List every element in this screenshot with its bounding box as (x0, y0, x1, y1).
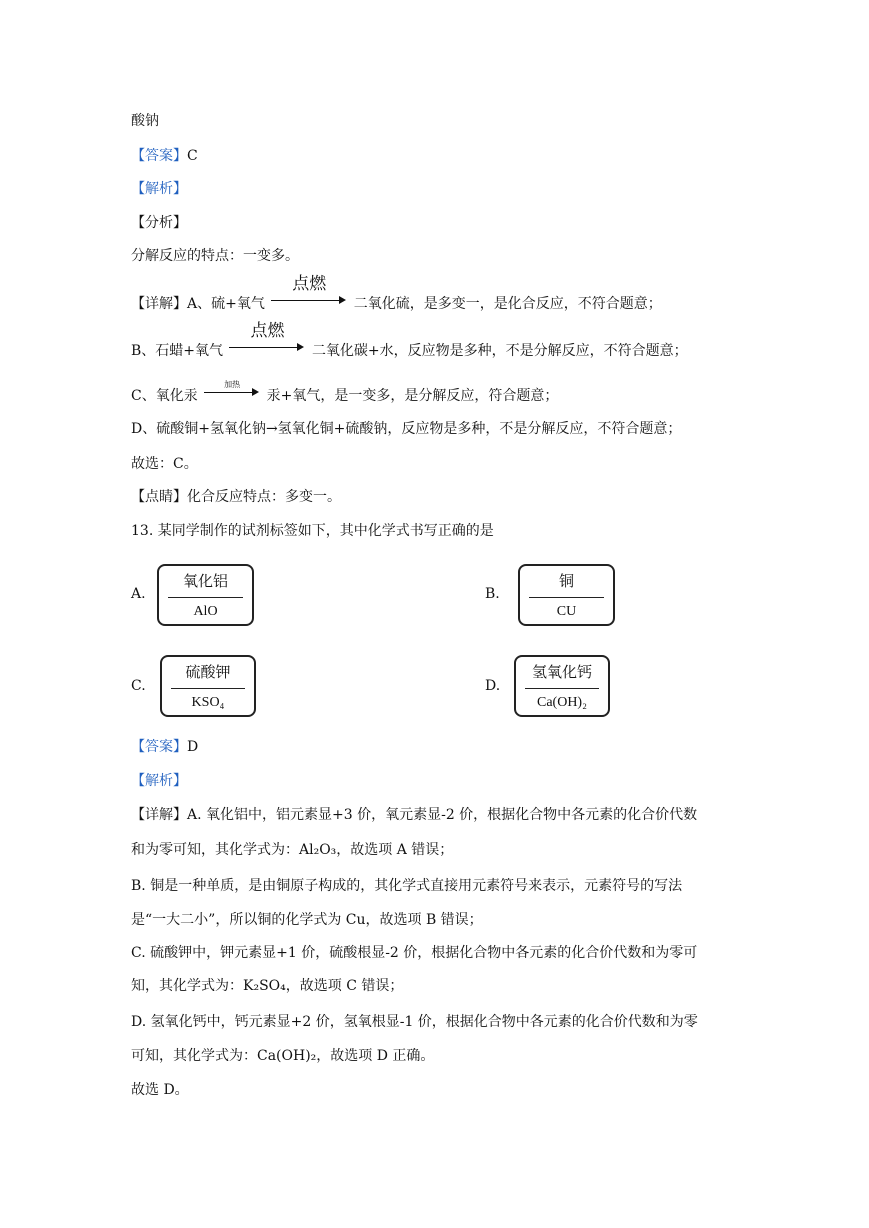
explanation-c-line-2 (131, 976, 403, 996)
text-line (131, 111, 159, 131)
explanation-text: 知，其化学式为：K₂SO₄，故选项 C 错误； (131, 978, 404, 994)
label-divider (171, 688, 245, 689)
label-divider (529, 597, 604, 598)
condition-label: 点燃 (292, 274, 327, 294)
reagent-formula: KSO₄ (191, 695, 225, 710)
reaction-lhs: B、石蜡+氧气 (131, 343, 224, 359)
reagent-formula: Ca(OH)₂ (537, 695, 587, 710)
option-b-letter: B. (485, 586, 500, 602)
decomposition-definition: 分解反应的特点：一变多。 (131, 248, 299, 264)
reaction-rhs: 汞+氧气，是一变多，是分解反应，符合题意； (266, 388, 559, 404)
paragraph-text: 酸钠 (131, 113, 159, 129)
analysis-tag: 【解析】 (131, 181, 187, 197)
explanation-b-line-1 (131, 876, 682, 896)
explanation-text: A. 氧化铝中，铝元素显+3 价，氧元素显-2 价，根据化合物中各元素的化合价代数 (187, 807, 698, 823)
reaction-arrow (271, 274, 347, 308)
explanation-text: 和为零可知，其化学式为：Al₂O₃，故选项 A 错误； (131, 842, 454, 858)
reagent-formula: AlO (193, 604, 218, 619)
answer-tag: 【答案】 (131, 148, 187, 164)
choose-line (131, 1080, 189, 1100)
answer-line (131, 737, 198, 757)
reaction-arrow (229, 321, 305, 355)
arrow-head-icon (252, 388, 259, 396)
question-text: 13. 某同学制作的试剂标签如下，其中化学式书写正确的是 (131, 523, 494, 539)
dianjing-text: 化合反应特点：多变一。 (187, 489, 341, 505)
choose-line (131, 454, 198, 474)
question-13 (131, 521, 494, 541)
answer-line (131, 146, 198, 166)
arrow-shaft (271, 300, 341, 301)
explanation-text: 是“一大二小”，所以铜的化学式为 Cu，故选项 B 错误； (131, 912, 483, 928)
condition-label: 点燃 (250, 321, 285, 341)
explanation-text: D. 氢氧化钙中，钙元素显+2 价，氢氧根显-1 价，根据化合物中各元素的化合价代数和为零 (131, 1014, 698, 1030)
option-b-label (518, 564, 615, 626)
arrow-head-icon (339, 296, 346, 304)
answer-value: C (187, 148, 198, 164)
option-a-letter: A. (131, 586, 146, 602)
detail-d-line (131, 419, 681, 439)
option-c-letter: C. (131, 678, 146, 694)
choose-text: 故选 D。 (131, 1082, 189, 1098)
explanation-text: 可知，其化学式为：Ca(OH)₂，故选项 D 正确。 (131, 1048, 435, 1064)
option-d-letter: D. (485, 678, 501, 694)
answer-tag: 【答案】 (131, 739, 187, 755)
reaction-lhs: A、硫+氧气 (187, 296, 265, 312)
reagent-name: 铜 (558, 572, 574, 590)
reaction-text: D、硫酸铜+氢氧化钠→氢氧化铜+硫酸钠，反应物是多种，不是分解反应，不符合题意； (131, 421, 682, 437)
reaction-rhs: 二氧化硫，是多变一，是化合反应，不符合题意； (353, 296, 662, 312)
analysis-heading (131, 771, 187, 791)
detail-c-line (131, 380, 558, 406)
arrow-shaft (204, 392, 254, 393)
dianjing-tag: 【点睛】 (131, 489, 187, 505)
reaction-rhs: 二氧化碳+水，反应物是多种，不是分解反应，不符合题意； (311, 343, 688, 359)
reaction-lhs: C、氧化汞 (131, 388, 198, 404)
explanation-d-line-1 (131, 1012, 698, 1032)
reagent-formula: CU (556, 604, 577, 619)
option-a-label (157, 564, 254, 626)
explanation-b-line-2 (131, 910, 483, 930)
label-divider (525, 688, 599, 689)
label-divider (168, 597, 243, 598)
dianjing-line (131, 487, 341, 507)
reagent-name: 硫酸钾 (185, 663, 231, 681)
detail-b-line (131, 321, 688, 361)
fenxi-tag: 【分析】 (131, 215, 187, 231)
explanation-text: C. 硫酸钾中，钾元素显+1 价，硫酸根显-2 价，根据化合物中各元素的化合价代数和为零可 (131, 945, 698, 961)
explanation-d-line-2 (131, 1046, 434, 1066)
explanation-text: B. 铜是一种单质，是由铜原子构成的，其化学式直接用元素符号来表示，元素符号的写法 (131, 878, 683, 894)
choose-text: 故选：C。 (131, 456, 198, 472)
explanation-c-line-1 (131, 943, 697, 963)
analysis-tag: 【解析】 (131, 773, 187, 789)
reagent-name: 氢氧化钙 (531, 663, 592, 681)
arrow-head-icon (297, 343, 304, 351)
option-c-label (160, 655, 256, 717)
analysis-heading (131, 179, 187, 199)
text-line (131, 246, 299, 266)
arrow-shaft (229, 347, 299, 348)
reaction-arrow (204, 380, 260, 400)
detail-tag: 【详解】 (131, 296, 187, 312)
explanation-a-line-2 (131, 840, 453, 860)
detail-a-line (131, 274, 662, 314)
condition-label: 加热 (224, 380, 241, 389)
explanation-a-line-1 (131, 805, 697, 825)
option-d-label (514, 655, 610, 717)
reagent-name: 氧化铝 (182, 572, 228, 590)
fenxi-heading (131, 213, 187, 233)
answer-value: D (187, 739, 199, 755)
detail-tag: 【详解】 (131, 807, 187, 823)
